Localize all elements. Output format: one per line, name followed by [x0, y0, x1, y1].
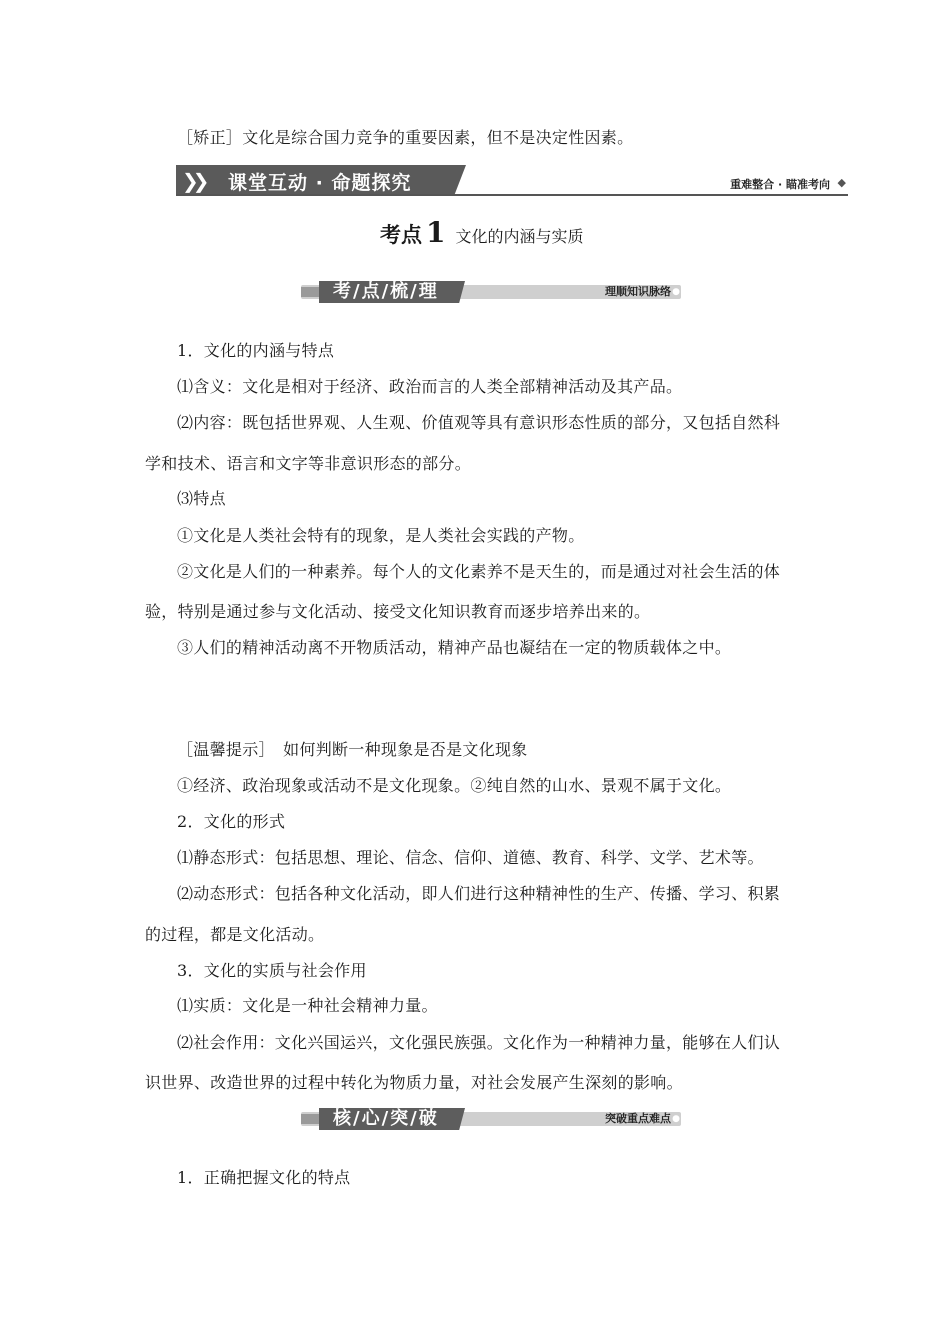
kaodian-number: 1 [426, 216, 446, 249]
section1-p3: ⑶特点 [177, 489, 226, 508]
section1-p3-3: ③人们的精神活动离不开物质活动，精神产品也凝结在一定的物质载体之中。 [177, 638, 732, 657]
tip-label: ［温馨提示］ 如何判断一种现象是否是文化现象 [177, 740, 528, 759]
section1-p2a: ⑵内容：既包括世界观、人生观、价值观等具有意识形态性质的部分，又包括自然科 [177, 413, 781, 432]
section3-p2a: ⑵社会作用：文化兴国运兴，文化强民族强。文化作为一种精神力量，能够在人们认 [177, 1033, 781, 1052]
tab-hexin-tupo [301, 1108, 683, 1130]
section1-p3-2b: 验，特别是通过参与文化活动、接受文化知识教育而逐步培养出来的。 [145, 602, 651, 621]
section1-heading: 1．文化的内涵与特点 [177, 341, 335, 360]
section2-p1: ⑴静态形式：包括思想、理论、信念、信仰、道德、教育、科学、文学、艺术等。 [177, 848, 764, 867]
section3-p1: ⑴实质：文化是一种社会精神力量。 [177, 996, 438, 1015]
dot-icon: ● [672, 1114, 680, 1124]
banner-title: 课堂互动 · 命题探究 [228, 172, 412, 194]
tip-body: ①经济、政治现象或活动不是文化现象。②纯自然的山水、景观不属于文化。 [177, 776, 732, 795]
kaodian-title: 文化的内涵与实质 [455, 227, 584, 246]
section2-heading: 2．文化的形式 [177, 812, 286, 831]
kaodian-label: 考点 [380, 223, 422, 247]
double-chevron-icon: ❯❯ [182, 169, 204, 193]
tab1-subtitle: 理顺知识脉络 [605, 285, 671, 298]
correction-line: ［矫正］文化是综合国力竞争的重要因素，但不是决定性因素。 [177, 128, 634, 147]
tab2-title: 核/心/突/破 [333, 1108, 439, 1129]
section2-p2b: 的过程，都是文化活动。 [145, 925, 325, 944]
banner-subtitle: 重难整合 · 瞄准考向 [730, 178, 830, 191]
section1-p3-1: ①文化是人类社会特有的现象，是人类社会实践的产物。 [177, 526, 585, 545]
section3-p2b: 识世界、改造世界的过程中转化为物质力量，对社会发展产生深刻的影响。 [145, 1073, 683, 1092]
section1-p2b: 学和技术、语言和文字等非意识形态的部分。 [145, 454, 472, 473]
tab-kaodian-shuli [301, 281, 683, 303]
dot-icon: ● [672, 287, 680, 297]
banner-rule [176, 194, 848, 196]
diamond-icon: ◆ [837, 176, 846, 189]
tab2-subtitle: 突破重点难点 [605, 1112, 671, 1125]
section3-heading: 3．文化的实质与社会作用 [177, 961, 367, 980]
section1-p3-2a: ②文化是人们的一种素养。每个人的文化素养不是天生的，而是通过对社会生活的体 [177, 562, 781, 581]
section2-p2a: ⑵动态形式：包括各种文化活动，即人们进行这种精神性的生产、传播、学习、积累 [177, 884, 781, 903]
section1-p1: ⑴含义：文化是相对于经济、政治而言的人类全部精神活动及其产品。 [177, 377, 683, 396]
section-banner [176, 165, 848, 197]
section4-heading: 1．正确把握文化的特点 [177, 1168, 351, 1187]
kaodian-heading [380, 216, 584, 249]
tab1-title: 考/点/梳/理 [333, 281, 439, 302]
